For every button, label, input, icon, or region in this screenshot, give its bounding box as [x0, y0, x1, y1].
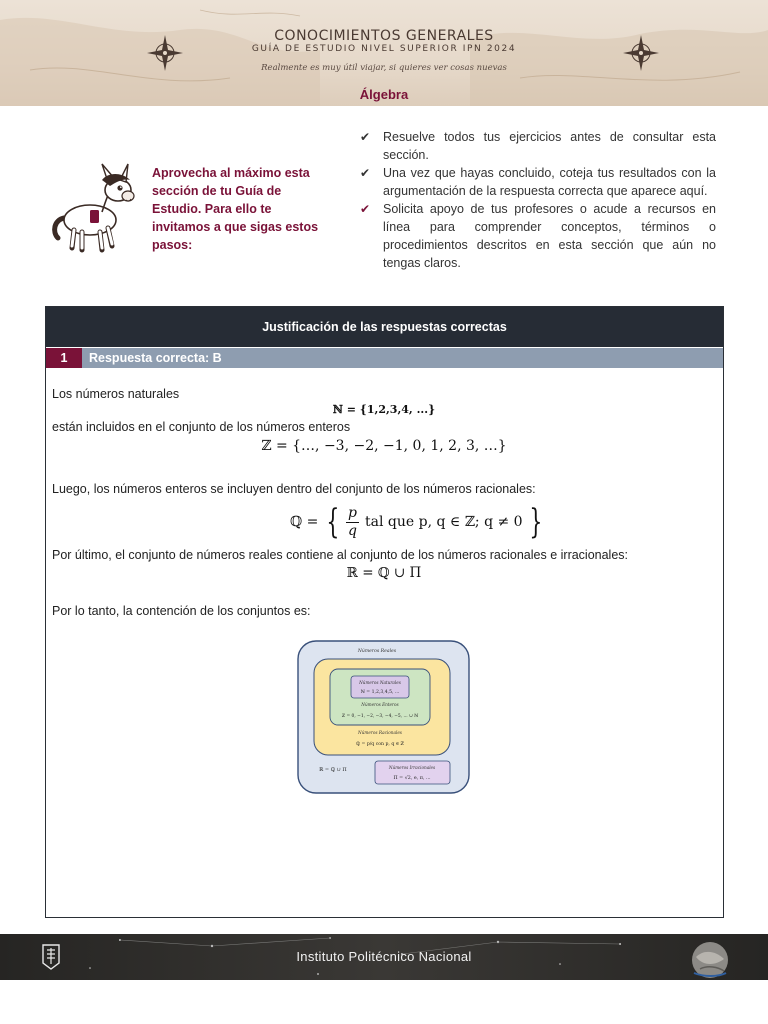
step-text: Resuelve todos tus ejercicios antes de consultar esta sección.: [383, 130, 716, 162]
answer-row: [46, 347, 723, 368]
study-step: [360, 128, 716, 164]
travel-quote: Realmente es muy útil viajar, si quieres ver cosas nuevas: [261, 63, 507, 73]
justification-title: Justificación de las respuestas correctas: [46, 307, 723, 347]
guide-title: CONOCIMIENTOS GENERALES: [274, 28, 494, 44]
checkmark-icon: ✔: [360, 130, 371, 144]
study-steps-list: [360, 128, 716, 272]
fraction-denominator: q: [348, 522, 357, 539]
paragraph-integers: están incluidos en el conjunto de los números enteros: [52, 420, 351, 434]
fraction-numerator: p: [348, 504, 357, 521]
step-text: Solicita apoyo de tus profesores o acude a recursos en línea para comprender conceptos, términos o procedimientos descritos en esta sección que aún no tengas claros.: [383, 202, 716, 270]
intro-instructions: Aprovecha al máximo esta sección de tu Guía de Estudio. Para ello te invitamos a que sigas estos pasos:: [152, 166, 319, 252]
guide-subtitle: GUÍA DE ESTUDIO NIVEL SUPERIOR IPN 2024: [251, 44, 517, 54]
equation-naturals: ℕ = {1,2,3,4, ...}: [332, 403, 436, 416]
rationals-set: ℚ = p/q con p, q ∈ ℤ: [356, 742, 404, 747]
study-step: [360, 200, 716, 272]
burro-mascot-illustration: [50, 160, 142, 256]
rationals-condition: tal que p, q ∈ ℤ; q ≠ 0: [365, 514, 523, 530]
integers-title: Números Enteros: [361, 702, 399, 707]
paragraph-reals: Por último, el conjunto de números reales contiene al conjunto de los números racionales e irracionales:: [52, 548, 629, 562]
left-brace-icon: {: [326, 502, 340, 542]
paragraph-rationals: Luego, los números enteros se incluyen dentro del conjunto de los números racionales:: [52, 482, 536, 496]
rationals-lhs: ℚ =: [290, 514, 319, 530]
irrationals-title: Números Irracionales: [388, 765, 436, 770]
checkmark-icon: ✔: [360, 166, 371, 180]
rationals-title: Números Racionales: [358, 730, 402, 735]
equation-reals: ℝ = ℚ ∪ Π: [346, 565, 422, 581]
paragraph-naturals: Los números naturales: [52, 387, 180, 401]
reals-set: ℝ = ℚ ∪ Π: [319, 767, 347, 773]
integers-set: ℤ = 0, −1, −2, −3, −4, −5, ... ∪ ℕ: [341, 714, 419, 719]
fraction: [346, 505, 359, 540]
institution-name: Instituto Politécnico Nacional: [296, 949, 472, 964]
question-number: 1: [46, 348, 82, 368]
irrationals-set: Π = √2, e, π, ...: [393, 776, 431, 781]
right-brace-icon: }: [528, 502, 542, 542]
naturals-title: Números Naturales: [359, 680, 401, 685]
checkmark-icon: ✔: [360, 202, 371, 216]
number-sets-diagram: [297, 640, 470, 794]
step-text: Una vez que hayas concluido, coteja tus resultados con la argumentación de la respuesta correcta que aparece aquí.: [383, 166, 716, 198]
correct-answer-label: Respuesta correcta: B: [82, 348, 723, 368]
study-step: [360, 164, 716, 200]
equation-rationals: [290, 500, 546, 544]
subject-title: Álgebra: [359, 87, 409, 102]
equation-integers: ℤ = {…, −3, −2, −1, 0, 1, 2, 3, …}: [261, 438, 507, 454]
naturals-set: ℕ = 1,2,3,4,5, ...: [360, 690, 400, 695]
reals-title: Números Reales: [357, 649, 397, 654]
footer-banner: [0, 934, 768, 980]
globe-icon: [690, 939, 730, 979]
header-banner: [0, 0, 768, 106]
paragraph-conclusion: Por lo tanto, la contención de los conjuntos es:: [52, 604, 311, 618]
